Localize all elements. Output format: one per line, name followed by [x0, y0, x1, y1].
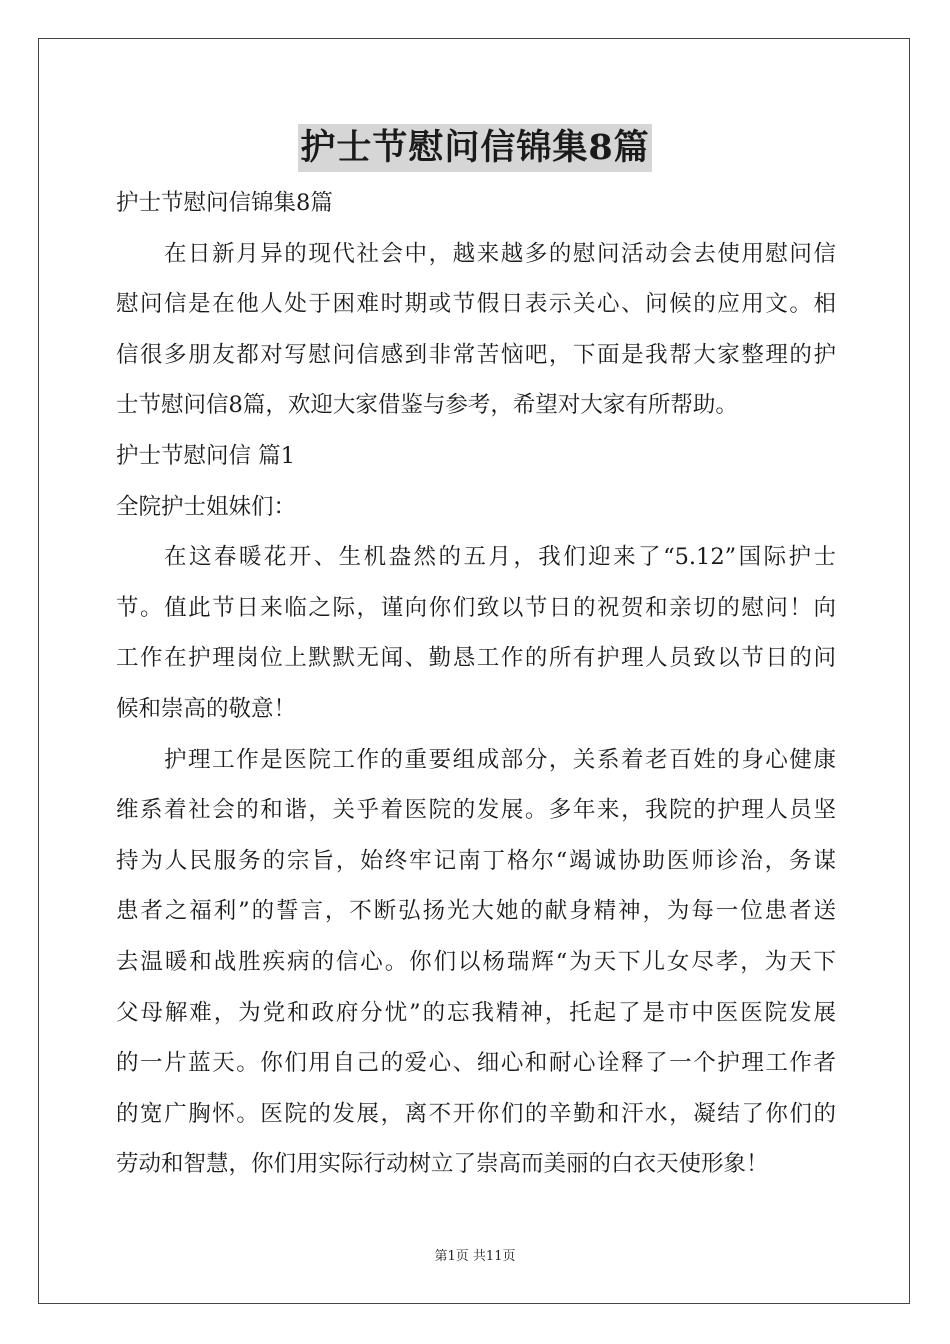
salutation-line: 全院护士姐妹们： [116, 493, 297, 520]
subtitle-line: 护士节慰问信锦集8篇 [116, 190, 333, 216]
paragraph-line: 劳动和智慧，你们用实际行动树立了崇高而美丽的白衣天使形象！ [116, 1151, 769, 1178]
paragraph-line: 护理工作是医院工作的重要组成部分，关系着老百姓的身心健康 [164, 746, 836, 773]
paragraph-line: 节。值此节日来临之际，谨向你们致以节日的祝贺和亲切的慰问！向 [116, 594, 836, 621]
paragraph-line: 的宽广胸怀。医院的发展，离不开你们的辛勤和汗水，凝结了你们的 [116, 1100, 836, 1127]
paragraph-line: 患者之福利”的誓言，不断弘扬光大她的献身精神，为每一位患者送 [116, 898, 836, 925]
paragraph-line: 候和崇高的敬意！ [116, 695, 297, 722]
title-container [0, 124, 950, 172]
paragraph-line: 士节慰问信8篇，欢迎大家借鉴与参考，希望对大家有所帮助。 [116, 392, 738, 419]
paragraph-line: 维系着社会的和谐，关乎着医院的发展。多年来，我院的护理人员坚 [116, 797, 836, 824]
paragraph-line: 工作在护理岗位上默默无闻、勤恳工作的所有护理人员致以节日的问 [116, 645, 836, 672]
paragraph-line: 去温暖和战胜疾病的信心。你们以杨瑞辉“为天下儿女尽孝，为天下 [116, 948, 836, 975]
page-footer: 第1页 共11页 [434, 1249, 516, 1264]
paragraph-line: 在日新月异的现代社会中，越来越多的慰问活动会去使用慰问信 [164, 240, 836, 267]
paragraph-line: 的一片蓝天。你们用自己的爱心、细心和耐心诠释了一个护理工作者 [116, 1050, 836, 1077]
document-title: 护士节慰问信锦集8篇 [298, 124, 651, 172]
paragraph-line: 父母解难，为党和政府分忧”的忘我精神，托起了是市中医医院发展 [116, 999, 836, 1026]
document-body [116, 178, 836, 1190]
paragraph-line: 持为人民服务的宗旨，始终牢记南丁格尔“竭诚协助医师诊治，务谋 [116, 847, 836, 874]
paragraph-line: 慰问信是在他人处于困难时期或节假日表示关心、问候的应用文。相 [116, 291, 836, 318]
paragraph-line: 信很多朋友都对写慰问信感到非常苦恼吧，下面是我帮大家整理的护 [116, 341, 836, 368]
section-heading: 护士节慰问信 篇1 [116, 442, 295, 469]
paragraph-line: 在这春暖花开、生机盎然的五月，我们迎来了“5.12”国际护士 [164, 544, 836, 571]
